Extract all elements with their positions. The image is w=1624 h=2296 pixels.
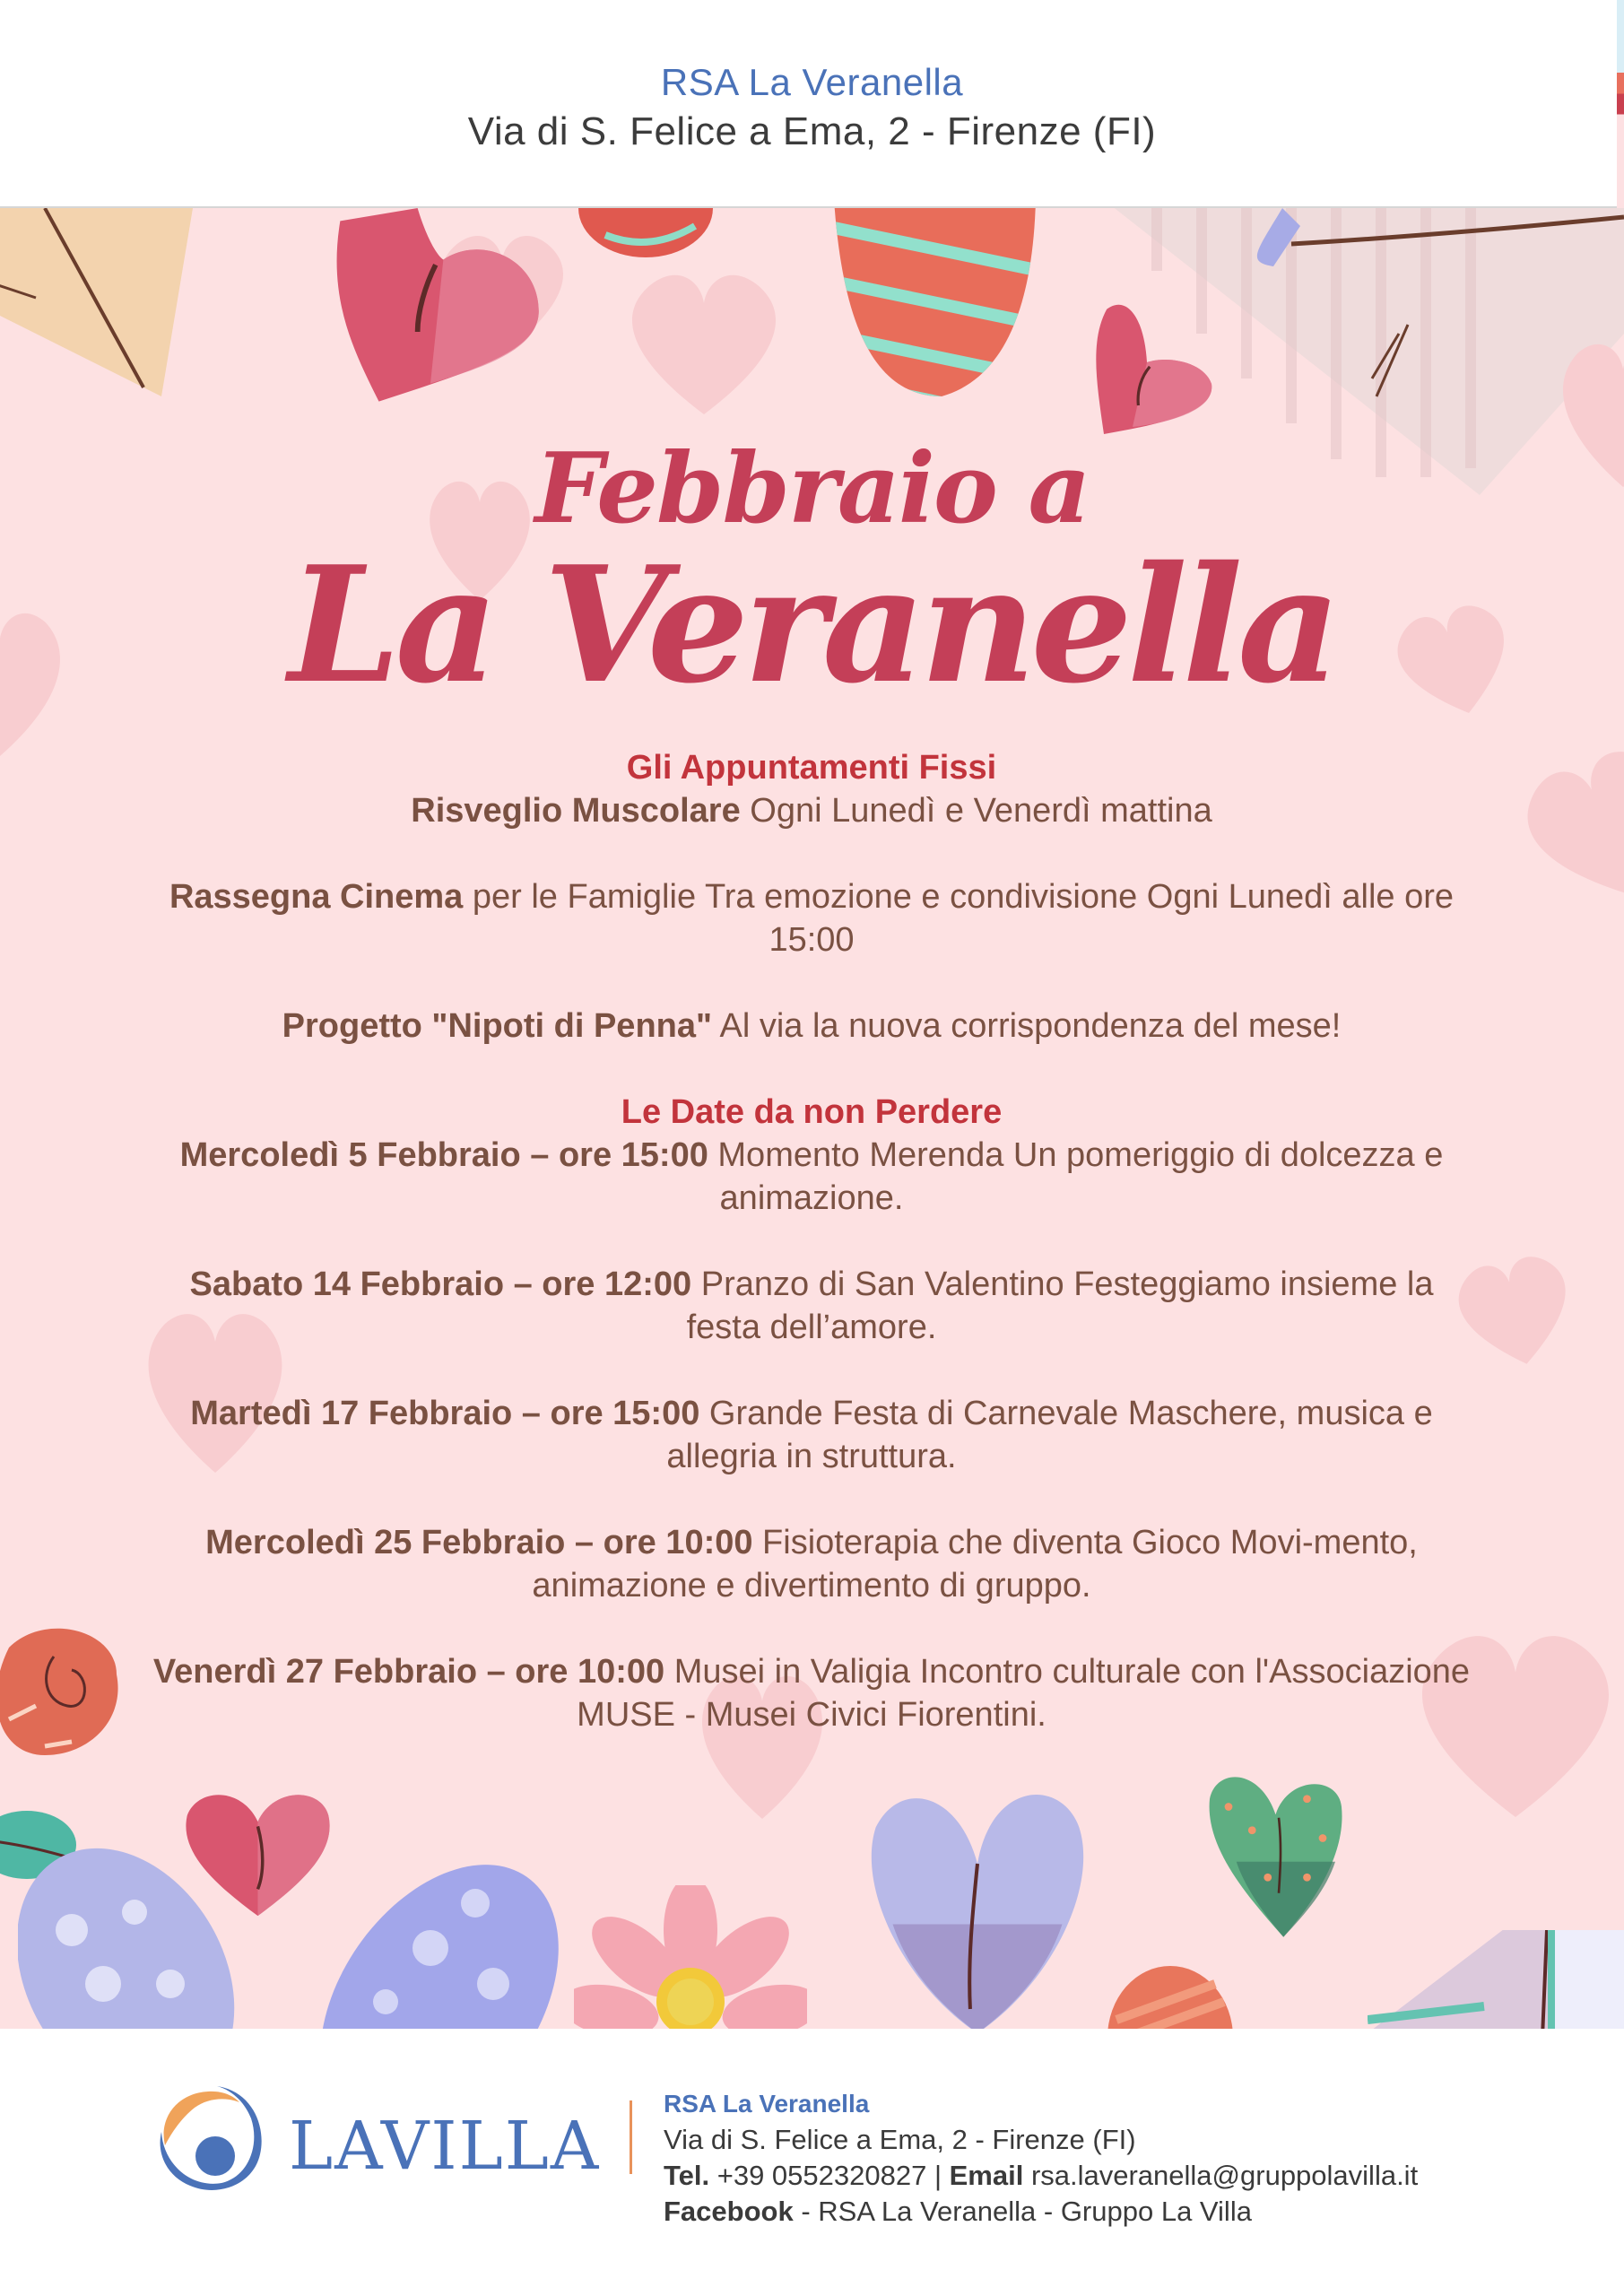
facebook-value[interactable]: - RSA La Veranella - Gruppo La Villa bbox=[793, 2196, 1252, 2227]
email-value[interactable]: rsa.laveranella@gruppolavilla.it bbox=[1023, 2160, 1419, 2191]
title-line-1: Febbraio a bbox=[534, 432, 1090, 545]
date-item-text: Momento Merenda Un pomeriggio di dolcezza e animazione. bbox=[708, 1136, 1444, 1217]
footer bbox=[0, 2029, 1624, 2296]
header bbox=[0, 0, 1624, 208]
lavilla-wordmark: LAVILLA bbox=[289, 2108, 601, 2185]
envelope-icon bbox=[1368, 1930, 1624, 2029]
footer-facebook bbox=[664, 2194, 1418, 2230]
fixed-item-text: Ogni Lunedì e Venerdì mattina bbox=[740, 792, 1212, 830]
soft-heart-icon bbox=[610, 253, 798, 432]
date-item-when: Martedì 17 Febbraio – ore 15:00 bbox=[190, 1395, 700, 1432]
egg-icon bbox=[578, 208, 713, 262]
header-address: Via di S. Felice a Ema, 2 - Firenze (FI) bbox=[467, 109, 1157, 153]
title-line-2: La Veranella bbox=[288, 531, 1336, 718]
date-item-text: Grande Festa di Carnevale Maschere, musica e allegria in struttura. bbox=[666, 1395, 1433, 1475]
fixed-item-title: Rassegna Cinema bbox=[169, 878, 464, 916]
date-item bbox=[152, 1521, 1471, 1607]
date-item-text: Musei in Valigia Incontro culturale con l'Associazione MUSE - Musei Civici Fiorentini. bbox=[577, 1653, 1471, 1734]
key-dates-heading: Le Date da non Perdere bbox=[621, 1093, 1003, 1131]
date-item-when: Sabato 14 Febbraio – ore 12:00 bbox=[189, 1265, 692, 1303]
blue-egg-icon bbox=[18, 1831, 287, 2029]
date-item-when: Mercoledì 5 Febbraio – ore 15:00 bbox=[179, 1136, 708, 1174]
email-label: Email bbox=[949, 2160, 1024, 2191]
flower-icon bbox=[574, 1885, 807, 2029]
date-item bbox=[152, 1263, 1471, 1349]
rose-icon bbox=[0, 1621, 135, 1764]
footer-divider bbox=[630, 2100, 632, 2174]
soft-heart-icon bbox=[1490, 712, 1624, 942]
date-item-text: Pranzo di San Valentino Festeggiamo insieme la festa dell’amore. bbox=[686, 1265, 1434, 1346]
fixed-item bbox=[152, 875, 1471, 961]
fixed-item bbox=[152, 1004, 1471, 1048]
tel-label: Tel. bbox=[664, 2160, 710, 2191]
facebook-label: Facebook bbox=[664, 2196, 794, 2227]
fixed-item bbox=[152, 789, 1471, 832]
fixed-item-title: Risveglio Muscolare bbox=[411, 792, 741, 830]
date-item bbox=[152, 1650, 1471, 1736]
poster-body bbox=[0, 208, 1624, 2029]
fixed-item-title: Progetto "Nipoti di Penna" bbox=[282, 1007, 713, 1045]
date-item-text: Fisioterapia che diventa Gioco Movi-mento, animazione e divertimento di gruppo. bbox=[532, 1524, 1418, 1605]
tel-value[interactable]: +39 0552320827 | bbox=[709, 2160, 950, 2191]
footer-phone-email bbox=[664, 2158, 1418, 2194]
date-item-when: Mercoledì 25 Febbraio – ore 10:00 bbox=[205, 1524, 753, 1561]
lilac-heart-icon bbox=[856, 1787, 1099, 2029]
fixed-appointments-heading: Gli Appuntamenti Fissi bbox=[626, 749, 997, 787]
striped-egg-icon bbox=[1107, 1966, 1233, 2029]
date-item bbox=[152, 1134, 1471, 1220]
fixed-item-text: Al via la nuova corrispondenza del mese! bbox=[712, 1007, 1342, 1045]
lavilla-logo-icon bbox=[154, 2083, 266, 2195]
striped-egg-icon bbox=[825, 208, 1040, 405]
date-item-when: Venerdì 27 Febbraio – ore 10:00 bbox=[152, 1653, 665, 1691]
edge-decoration bbox=[1617, 0, 1624, 208]
event-content bbox=[152, 746, 1471, 1779]
green-heart-icon bbox=[1197, 1764, 1354, 1944]
blue-egg-icon bbox=[278, 1849, 565, 2029]
header-org-name: RSA La Veranella bbox=[660, 61, 964, 103]
footer-contact bbox=[664, 2086, 1418, 2230]
footer-address: Via di S. Felice a Ema, 2 - Firenze (FI) bbox=[664, 2124, 1136, 2155]
envelope-icon bbox=[0, 208, 224, 405]
heart-icon bbox=[296, 208, 565, 414]
lavilla-logo bbox=[154, 2083, 603, 2199]
footer-org-name: RSA La Veranella bbox=[664, 2090, 870, 2118]
date-item bbox=[152, 1392, 1471, 1478]
fixed-item-text: per le Famiglie Tra emozione e condivisione Ogni Lunedì alle ore 15:00 bbox=[463, 878, 1455, 959]
